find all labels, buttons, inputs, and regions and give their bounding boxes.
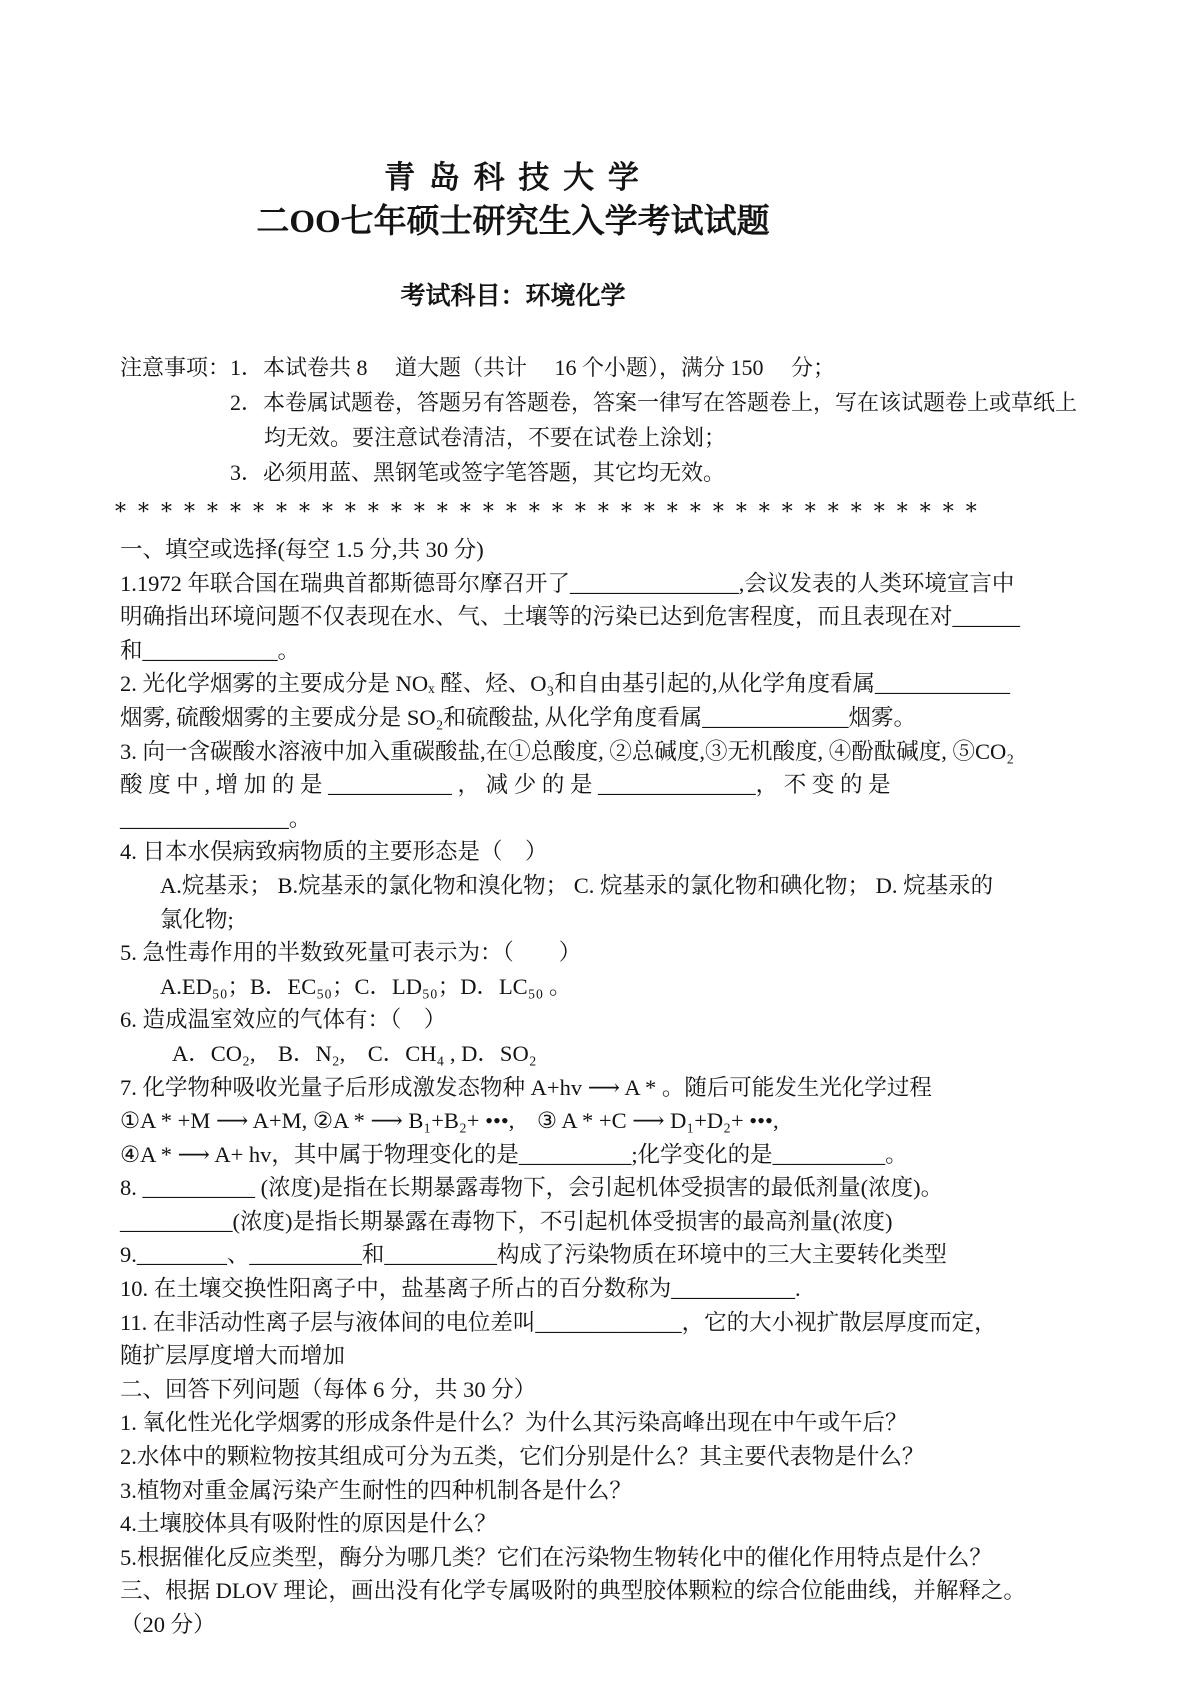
exam-line: 和____________。 (120, 637, 301, 663)
choice-options-line: A.烷基汞； B.烷基汞的氯化物和溴化物； C. 烷基汞的氯化物和碘化物； D. 烷基汞的 (160, 872, 994, 898)
reaction-equations-line: ④A * ⟶ A+ hv，其中属于物理变化的是__________;化学变化的是__________。 (120, 1141, 908, 1167)
exam-line: 4.土壤胶体具有吸附性的原因是什么？ (120, 1511, 497, 1537)
exam-line: 3.植物对重金属污染产生耐性的四种机制各是什么？ (120, 1477, 632, 1503)
choice-options-line: A．CO₂, B．N₂, C．CH₄ , D．SO₂ (172, 1040, 537, 1066)
note-item: 3．必须用蓝、黑钢笔或签字笔答题，其它均无效。 (230, 460, 726, 485)
exam-subject: 考试科目：环境化学 (400, 282, 626, 310)
exam-line: 2.水体中的颗粒物按其组成可分为五类，它们分别是什么？其主要代表物是什么？ (120, 1444, 925, 1470)
exam-line: 9.________、__________和__________构成了污染物质在环境中的三大主要转化类型 (120, 1242, 947, 1268)
notes-items (230, 350, 1078, 490)
section-three-heading: 三、根据 DLOV 理论，画出没有化学专属吸附的典型胶体颗粒的综合位能曲线，并解释之。 (120, 1578, 1026, 1604)
title-block (120, 158, 906, 312)
exam-line: 6. 造成温室效应的气体有：（ ） (120, 1007, 447, 1033)
exam-line: 8. __________ (浓度)是指在长期暴露毒物下，会引起机体受损害的最低剂量(浓度)。 (120, 1175, 944, 1201)
exam-content (115, 158, 1078, 1642)
university-title: 青 岛 科 技 大 学 (384, 160, 642, 195)
exam-line: 烟雾, 硫酸烟雾的主要成分是 SO₂和硫酸盐, 从化学角度看属_____________烟雾。 (120, 704, 916, 730)
exam-line: 2. 光化学烟雾的主要成分是 NOₓ 醛、烃、O₃和自由基引起的,从化学角度看属____________ (120, 671, 1010, 697)
notes (120, 350, 1078, 490)
notes-label: 注意事项： (120, 355, 231, 380)
exam-line: 1. 氧化性光化学烟雾的形成条件是什么？为什么其污染高峰出现在中午或午后？ (120, 1410, 908, 1436)
exam-line: 3. 向一含碳酸水溶液中加入重碳酸盐,在①总酸度, ②总碱度,③无机酸度, ④酚酞碱度, ⑤CO₂ (120, 738, 1015, 764)
reaction-equations-line: ①A * +M ⟶ A+M, ②A * ⟶ B₁+B₂+ •••, ③ A * +C ⟶ D₁+D₂+ •••, (120, 1108, 779, 1134)
note-item: 1．本试卷共 8 道大题（共计 16 个小题），满分 150 分； (230, 355, 836, 380)
exam-line: __________(浓度)是指长期暴露在毒物下，不引起机体受损害的最高剂量(浓度) (120, 1208, 893, 1234)
exam-line: 7. 化学物种吸收光量子后形成激发态物种 A+hv ⟶ A * 。随后可能发生光化学过程 (120, 1074, 932, 1100)
choice-options-line: A.ED₅₀；B．EC₅₀；C．LD₅₀；D．LC₅₀ 。 (160, 973, 572, 999)
exam-line: 随扩层厚度增大而增加 (120, 1343, 346, 1369)
exam-title: 二OO七年硕士研究生入学考试试题 (256, 204, 770, 240)
note-item: 2．本卷属试题卷，答题另有答题卷，答案一律写在答题卷上，写在该试题卷上或草纸上均无效。要注意试卷清洁，不要在试卷上涂划； (230, 390, 1078, 450)
section-one-heading: 一、填空或选择(每空 1.5 分,共 30 分) (120, 537, 484, 562)
exam-line: 5. 急性毒作用的半数致死量可表示为：（ ） (120, 940, 582, 966)
exam-line: 酸 度 中 , 增 加 的 是 ___________ ， 减 少 的 是 ______________， 不 变 的 是 (120, 772, 891, 798)
exam-line: 11. 在非活动性离子层与液体间的电位差叫_____________，它的大小视扩散层厚度而定， (120, 1309, 997, 1335)
exam-line: 5.根据催化反应类型，酶分为哪几类？它们在污染物生物转化中的催化作用特点是什么？ (120, 1544, 992, 1570)
exam-line: 10. 在土壤交换性阳离子中，盐基离子所占的百分数称为___________. (120, 1276, 801, 1302)
section-two-heading: 二、回答下列问题（每体 6 分，共 30 分） (120, 1376, 537, 1402)
exam-line: （20 分） (120, 1612, 216, 1637)
stars-separator: * * * * * * * * * * * * * * * * * * * * * * * * * * * * * * * * * * * * * * (115, 500, 980, 525)
exam-line: _______________。 (120, 805, 312, 831)
exam-line: 明确指出环境问题不仅表现在水、气、土壤等的污染已达到危害程度，而且表现在对______ (120, 604, 1021, 630)
exam-line: 1.1972 年联合国在瑞典首都斯德哥尔摩召开了_______________,会议发表的人类环境宣言中 (120, 570, 1015, 596)
exam-line: 4. 日本水俣病致病物质的主要形态是（ ） (120, 839, 548, 865)
choice-options-line: 氯化物; (160, 906, 234, 932)
